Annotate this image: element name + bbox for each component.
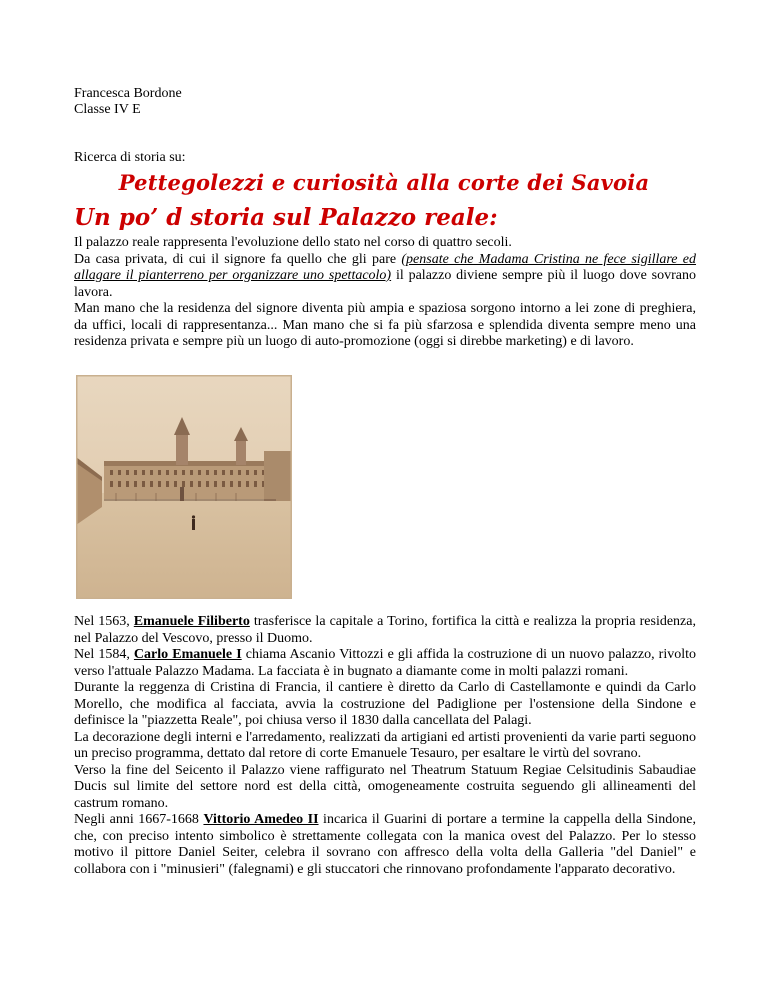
intro-aside: (pensate che Madama Cristina ne fece sigillare ed allagare il pianterreno per organizzare uno spettacolo) [74,251,697,283]
carlo-emanuele-name: Carlo Emanuele I [133,647,242,662]
author-name: Francesca Bordone [74,86,182,101]
intro-text [74,235,696,351]
intro-paragraph-2: Da casa privata, di cui il signore fa quello che gli pare (pensate che Madama Cristina ne fece sigillare ed allagare il pianterreno per organizzare uno spettacolo) il palazzo diviene sempre più il luogo dove sovrano lavora. [74,251,697,300]
history-paragraph-4: La decorazione degli interni e l'arredamento, realizzati da artigiani ed artisti provenienti da varie parti seguono un preciso programma, dettato dal retore di corte Emanuele Tesauro, per esaltare le virtù del sovrano. [74,729,696,761]
vittorio-amedeo-name: Vittorio Amedeo II [203,812,319,827]
subtitle: Un po’ d storia sul Palazzo reale: [74,204,498,231]
history-paragraph-3: Durante la reggenza di Cristina di Francia, il cantiere è diretto da Carlo di Castellamonte e quindi da Carlo Morello, che modifica al facciata, avvia la costruzione del Padiglione per l'ostensione della Sindone e definisce la "piazzetta Reale", poi chiusa verso il 1830 dalla cancellata del Palagi. [74,680,696,728]
intro-paragraph-1: Il palazzo reale rappresenta l'evoluzione dello stato nel corso di quattro secoli. [74,235,512,250]
history-paragraph-6: Negli anni 1667-1668 Vittorio Amedeo II incarica il Guarini di portare a termine la cappella della Sindone, che, con preciso intento simbolico è strettamente collegata con la manica ovest del Palazzo. Per lo stesso motivo il pittore Daniel Seiter, celebra il sovrano con affresco della volta della Galleria "del Daniel" e collabora con i "minusieri" (falegnami) e gli stuccatori che rinnovano profondamente l'apparato decorativo. [74,812,696,877]
intro-paragraph-3: Man mano che la residenza del signore diventa più ampia e spaziosa sorgono intorno a lei zone di preghiera, da uffici, locali di rappresentanza... Man mano che si fa più sfarzosa e splendida diventa sempre meno una residenza privata e sempre più un luogo di auto-promozione (oggi si direbbe marketing) e di lavoro. [74,301,696,349]
history-text [74,614,696,878]
palazzo-reale-photo [76,375,292,599]
emanuele-filiberto-name: Emanuele Filiberto [133,614,250,629]
history-paragraph-2: Nel 1584, Carlo Emanuele I chiama Ascanio Vittozzi e gli affida la costruzione di un nuovo palazzo, rivolto verso l'attuale Palazzo Madama. La facciata è in bugnato a diamante come in molti palazzi romani. [74,647,696,679]
main-title: Pettegolezzi e curiosità alla corte dei Savoia [118,170,650,195]
class-label: Classe IV E [74,102,141,117]
research-intro: Ricerca di storia su: [74,150,186,165]
history-paragraph-5: Verso la fine del Seicento il Palazzo viene raffigurato nel Theatrum Statuum Regiae Celsitudinis Sabaudiae Ducis sul limite del settore nord est della città, omogeneamente costruita seguendo gli allineamenti del castrum romano. [74,762,696,811]
history-paragraph-1: Nel 1563, Emanuele Filiberto trasferisce la capitale a Torino, fortifica la città e realizza la propria residenza, nel Palazzo del Vescovo, presso il Duomo. [74,614,696,646]
